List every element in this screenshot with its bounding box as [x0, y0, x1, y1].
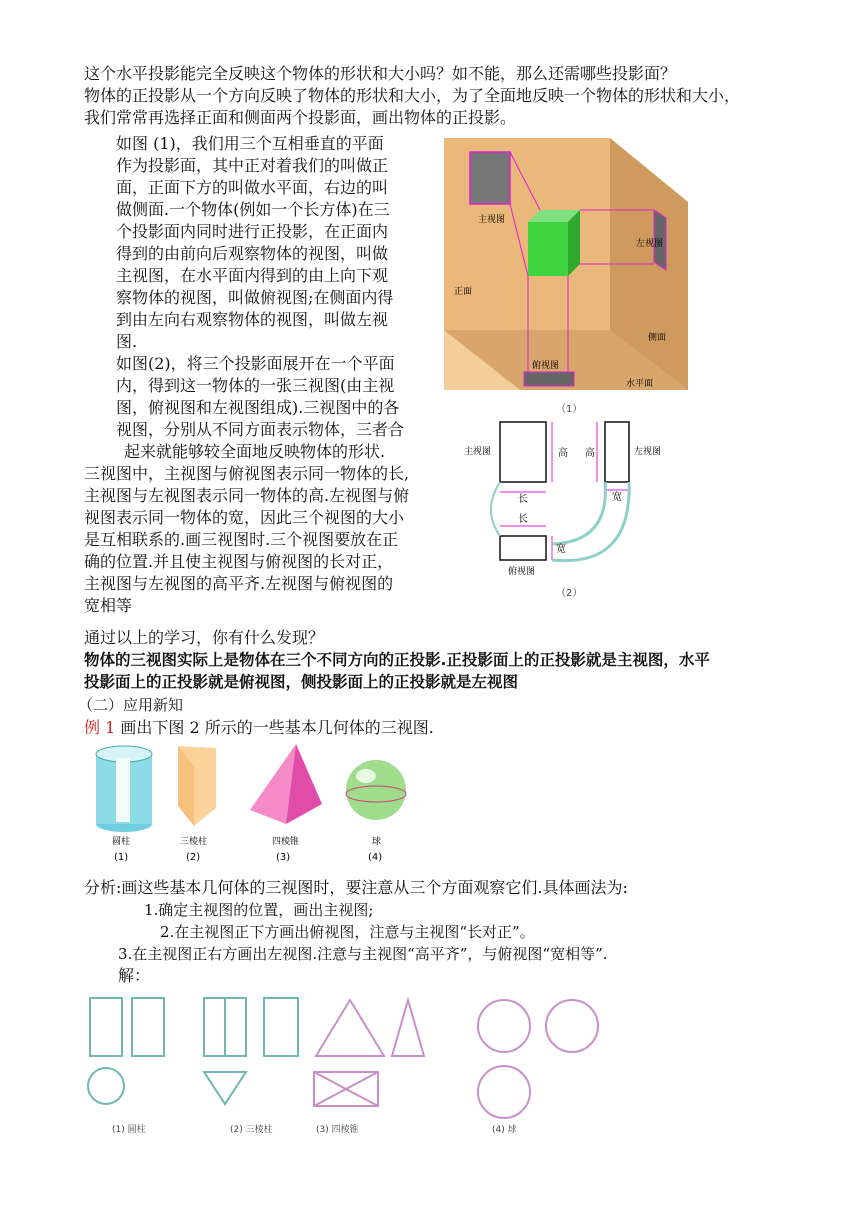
solid-name-4: 球	[372, 837, 382, 847]
label-length-1: 长	[518, 494, 528, 505]
conclusion-line-2: 投影面上的正投影就是俯视图，侧投影面上的正投影就是左视图	[84, 673, 519, 691]
cylinder-views	[88, 998, 164, 1104]
solid-name-3: 四棱锥	[272, 837, 300, 847]
label-horizontal-plane: 水平面	[626, 379, 654, 389]
label-width-1: 宽	[612, 492, 622, 503]
left-column-line: 视图，分别从不同方面表示物体，三者合	[116, 420, 405, 439]
label-side-plane: 侧面	[648, 333, 667, 343]
sphere-front-view	[478, 1000, 530, 1052]
section-heading: （二）应用新知	[78, 696, 184, 714]
left-column-line: 作为投影面，其中正对着我们的叫做正	[116, 156, 389, 175]
label-width-2: 宽	[556, 544, 566, 555]
cuboid-front	[528, 222, 568, 276]
front-plane-shape	[444, 138, 610, 330]
views-caption-2: (2) 三棱柱	[230, 1125, 273, 1135]
left-column-line: 主视图，在水平面内得到的由上向下观	[116, 266, 389, 285]
figure-2-three-views	[460, 418, 680, 608]
label-front-plane: 正面	[454, 287, 473, 297]
left-column-line: 图，俯视图和左视图组成).三视图中的各	[116, 398, 400, 417]
left-column-line: 确的位置.并且使主视图与俯视图的长对正，	[84, 552, 394, 571]
pyramid-front-view	[316, 1000, 384, 1056]
cylinder-top-view	[88, 1068, 124, 1104]
label-height-1: 高	[558, 448, 568, 459]
step-1: 1.确定主视图的位置，画出主视图;	[144, 901, 374, 919]
left-column-line: 图.	[116, 332, 138, 351]
solid-num-1: (1)	[114, 852, 129, 863]
front-view-rect	[470, 152, 510, 204]
top-view-rect	[524, 372, 574, 386]
prism-side-view	[264, 998, 298, 1056]
left-column-line: 如图 (1)，我们用三个互相垂直的平面	[116, 134, 384, 153]
figure-2-caption: （2）	[556, 588, 583, 599]
left-column-line: 察物体的视图，叫做俯视图;在侧面内得	[116, 288, 394, 307]
analysis-line: 分析:画这些基本几何体的三视图时，要注意从三个方面观察它们.具体画法为:	[84, 878, 628, 897]
solution-label: 解：	[118, 966, 151, 985]
paragraph-question: 这个水平投影能完全反映这个物体的形状和大小吗？如不能，那么还需哪些投影面？	[84, 64, 677, 83]
solid-name-2: 三棱柱	[180, 837, 208, 847]
sphere-highlight	[356, 769, 376, 783]
left-column-line: 到由左向右观察物体的视图，叫做左视	[116, 310, 389, 329]
sphere-top-view	[478, 1066, 530, 1118]
solid-name-1: 圆柱	[112, 837, 131, 847]
figure-1-caption: （1）	[556, 404, 583, 415]
sphere-side-view	[546, 1000, 598, 1052]
left-column-line: 宽相等	[84, 596, 133, 615]
dimension-lines	[500, 422, 629, 560]
prism-views	[204, 998, 298, 1104]
label-front-view: 主视图	[478, 215, 506, 225]
step-2: 2.在主视图正下方画出俯视图，注意与主视图“长对正”。	[160, 923, 535, 941]
prism-top-view	[204, 1072, 246, 1104]
solid-num-3: (3)	[276, 852, 291, 863]
example-label: 例 1	[84, 718, 116, 737]
solid-num-4: (4)	[368, 852, 383, 863]
conclusion-line-1: 物体的三视图实际上是物体在三个不同方向的正投影.正投影面上的正投影就是主视图，水平	[84, 651, 710, 669]
sphere-body	[346, 760, 406, 820]
label-top-view: 俯视图	[532, 361, 560, 371]
pyramid-side-view	[392, 1000, 424, 1056]
views-caption-1: (1) 圆柱	[112, 1125, 146, 1135]
left-column-line: 主视图与左视图表示同一物体的高.左视图与俯	[84, 486, 410, 505]
paragraph-intro-2: 我们常常再选择正面和侧面两个投影面，画出物体的正投影。	[84, 108, 517, 127]
left-column-line: 内，得到这一物体的一张三视图(由主视	[116, 376, 395, 395]
label-height-2: 高	[585, 448, 595, 459]
views-caption-4: (4) 球	[492, 1125, 517, 1135]
left-column-line: 是互相联系的.画三视图时.三个视图要放在正	[84, 530, 399, 549]
basic-solids-figure	[86, 740, 426, 864]
top-view-rect-2	[500, 536, 546, 560]
left-column-line: 个投影面内同时进行正投影，在正面内	[116, 222, 389, 241]
example-text: 画出下图 2 所示的一些基本几何体的三视图.	[120, 718, 434, 737]
label-left-view: 左视图	[636, 239, 664, 249]
left-column-line: 面，正面下方的叫做水平面，右边的叫	[116, 178, 389, 197]
left-column-line: 起来就能够较全面地反映物体的形状.	[124, 442, 386, 461]
solution-views-figure	[84, 990, 624, 1140]
views-caption-3: (3) 四棱锥	[316, 1125, 359, 1135]
question-line: 通过以上的学习，你有什么发现？	[84, 628, 325, 647]
label-top-view-2: 俯视图	[508, 567, 536, 577]
fold-arc-inner	[552, 482, 605, 544]
pyramid-views	[314, 1000, 424, 1106]
sphere-views	[478, 1000, 598, 1118]
step-3: 3.在主视图正右方画出左视图.注意与主视图“高平齐”，与俯视图“宽相等”.	[118, 945, 608, 963]
left-column-line: 主视图与左视图的高平齐.左视图与俯视图的	[84, 574, 394, 593]
left-column-line: 做侧面.一个物体(例如一个长方体)在三	[116, 200, 390, 219]
paragraph-intro-1: 物体的正投影从一个方向反映了物体的形状和大小，为了全面地反映一个物体的形状和大小，	[84, 86, 741, 105]
figure-1-projection-box	[440, 130, 700, 420]
label-main-view-2: 主视图	[464, 447, 492, 457]
example-line	[84, 718, 434, 738]
label-length-2: 长	[518, 514, 528, 525]
label-left-view-2: 左视图	[634, 447, 662, 457]
fold-arc-left	[491, 482, 500, 536]
cylinder-front-view	[90, 998, 122, 1056]
left-view-rect-2	[605, 422, 629, 482]
cylinder-highlight	[116, 758, 130, 822]
cylinder-side-view	[132, 998, 164, 1056]
main-view-rect	[500, 422, 546, 482]
left-column-line: 视图表示同一物体的宽，因此三个视图的大小	[84, 508, 405, 527]
left-column-line: 如图(2)，将三个投影面展开在一个平面	[116, 354, 395, 373]
left-column-line: 得到的由前向后观察物体的视图，叫做	[116, 244, 389, 263]
left-column-line: 三视图中，主视图与俯视图表示同一物体的长,	[84, 464, 410, 483]
solid-num-2: (2)	[186, 852, 201, 863]
